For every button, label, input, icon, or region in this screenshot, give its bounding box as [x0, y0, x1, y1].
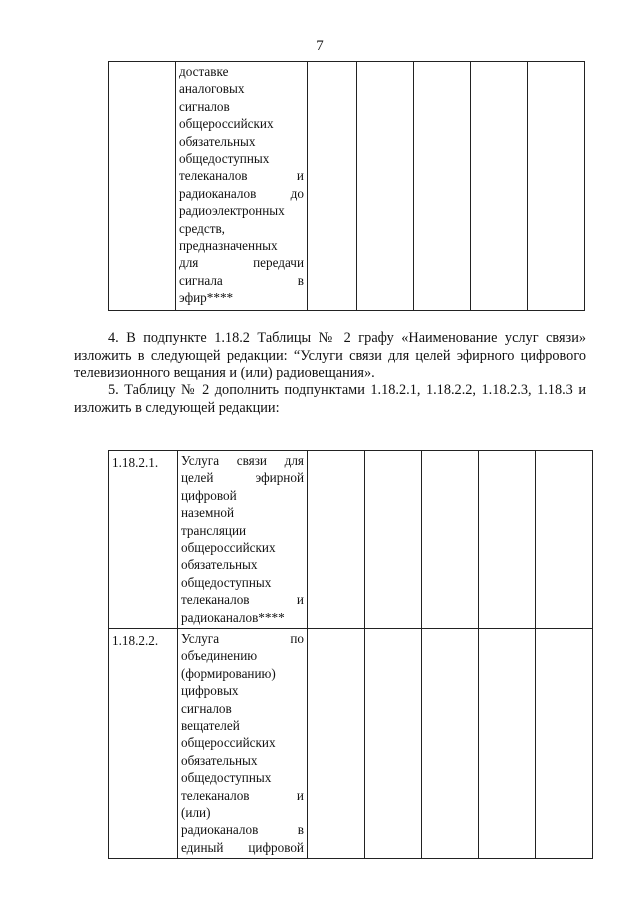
service-name-text [178, 629, 307, 856]
table-cell-service-name [178, 629, 308, 859]
table-cell [357, 62, 414, 311]
cell-line: сигнала в [179, 272, 304, 288]
cell-line: общедоступных [181, 770, 272, 786]
table-cell-number [109, 62, 176, 311]
page-number: 7 [316, 38, 324, 54]
cell-line: общероссийских [181, 540, 276, 556]
paragraph-5: 5. Таблицу № 2 дополнить подпунктами 1.18.2.1, 1.18.2.2, 1.18.2.3, 1.18.3 и изложить в следующей редакции: [74, 382, 586, 416]
table-cell-service-name [176, 62, 308, 311]
cell-line: телеканалов и [179, 168, 304, 184]
cell-line: трансляции [181, 522, 247, 538]
table-row [109, 451, 593, 629]
cell-line: обязательных [181, 557, 258, 573]
cell-line: единый цифровой [181, 839, 304, 855]
paragraph-4: 4. В подпункте 1.18.2 Таблицы № 2 графу «Наименование услуг связи» изложить в следующей редакции: “Услуги связи для целей эфирного цифрового телевизионного вещания и (или) радиовещания». [74, 330, 586, 382]
table-row [109, 62, 585, 311]
table-cell [365, 451, 422, 629]
table-cell [414, 62, 471, 311]
cell-line: Услуга по [181, 631, 304, 646]
cell-line: для передачи [179, 255, 304, 271]
table-cell [365, 629, 422, 859]
cell-line: общедоступных [181, 574, 272, 590]
cell-line: общероссийских [181, 735, 276, 751]
cell-line: аналоговых [179, 81, 245, 97]
cell-line: радиоэлектронных [179, 203, 285, 219]
cell-line: целей эфирной [181, 470, 304, 486]
service-name-text [176, 62, 307, 307]
table-cell [479, 629, 536, 859]
cell-line: общероссийских [179, 116, 274, 132]
cell-line: наземной [181, 505, 235, 521]
table-cell [479, 451, 536, 629]
table-cell-service-name [178, 451, 308, 629]
cell-line: обязательных [181, 752, 258, 768]
table-cell [471, 62, 528, 311]
cell-line: цифровой [181, 487, 237, 503]
cell-line: радиоканалов до [179, 185, 304, 201]
table-cell [536, 451, 593, 629]
cell-line: эфир**** [179, 290, 234, 306]
cell-line: телеканалов и [181, 787, 304, 803]
cell-line: объединению [181, 648, 258, 664]
cell-line: радиоканалов**** [181, 609, 285, 625]
table-cell [422, 451, 479, 629]
row-number: 1.18.2.2. [112, 633, 159, 648]
row-number: 1.18.2.1. [112, 455, 159, 470]
cell-line: сигналов [181, 700, 232, 716]
table-cell [528, 62, 585, 311]
table-cell [422, 629, 479, 859]
cell-line: общедоступных [179, 151, 270, 167]
cell-line: цифровых [181, 683, 239, 699]
cell-line: телеканалов и [181, 592, 304, 608]
cell-line: средств, [179, 220, 225, 236]
table-cell [308, 62, 357, 311]
table-top-fragment [108, 61, 585, 311]
cell-line: Услуга связи для [181, 453, 304, 468]
table-2-additions [108, 450, 593, 859]
cell-line: сигналов [179, 98, 230, 114]
table-cell-number [109, 451, 178, 629]
cell-line: (формированию) [181, 665, 276, 681]
table-cell [308, 629, 365, 859]
cell-line: предназначенных [179, 238, 278, 254]
cell-line: (или) [181, 805, 211, 821]
table-cell-number [109, 629, 178, 859]
cell-line: доставке [179, 64, 229, 79]
service-name-text [178, 451, 307, 626]
table-cell [308, 451, 365, 629]
cell-line: радиоканалов в [181, 822, 304, 838]
cell-line: вещателей [181, 718, 240, 734]
table-cell [536, 629, 593, 859]
table-row [109, 629, 593, 859]
cell-line: обязательных [179, 133, 256, 149]
